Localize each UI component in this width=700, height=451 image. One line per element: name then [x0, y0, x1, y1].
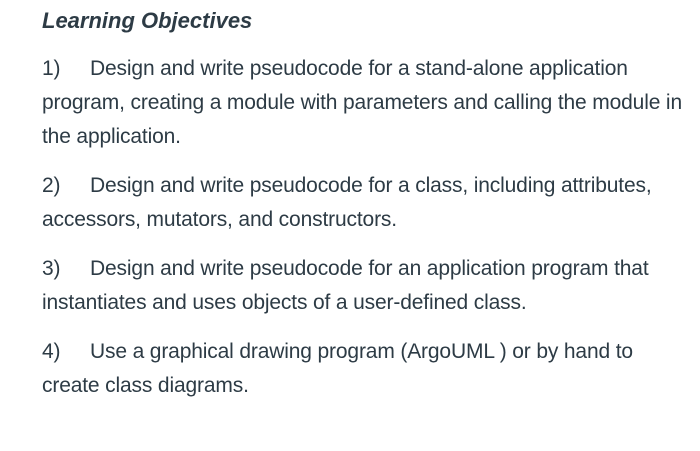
objective-number: 4)	[42, 340, 61, 363]
objectives-list	[42, 52, 682, 403]
objective-number: 1)	[42, 57, 61, 80]
objective-text: Design and write pseudocode for an application program that instantiates and uses objects of a user-defined class.	[42, 257, 649, 314]
learning-objectives-section	[42, 6, 682, 418]
objective-item-4	[42, 335, 682, 403]
objective-number: 3)	[42, 257, 61, 280]
objective-item-2	[42, 169, 682, 237]
section-heading: Learning Objectives	[42, 8, 253, 33]
objective-text: Design and write pseudocode for a stand-alone application program, creating a module with parameters and calling the module in the application.	[42, 57, 682, 148]
objective-number: 2)	[42, 174, 61, 197]
objective-item-1	[42, 52, 682, 154]
objective-item-3	[42, 252, 682, 320]
objective-text: Use a graphical drawing program (ArgoUML ) or by hand to create class diagrams.	[42, 340, 633, 397]
objective-text: Design and write pseudocode for a class, including attributes, accessors, mutators, and constructors.	[42, 174, 652, 231]
